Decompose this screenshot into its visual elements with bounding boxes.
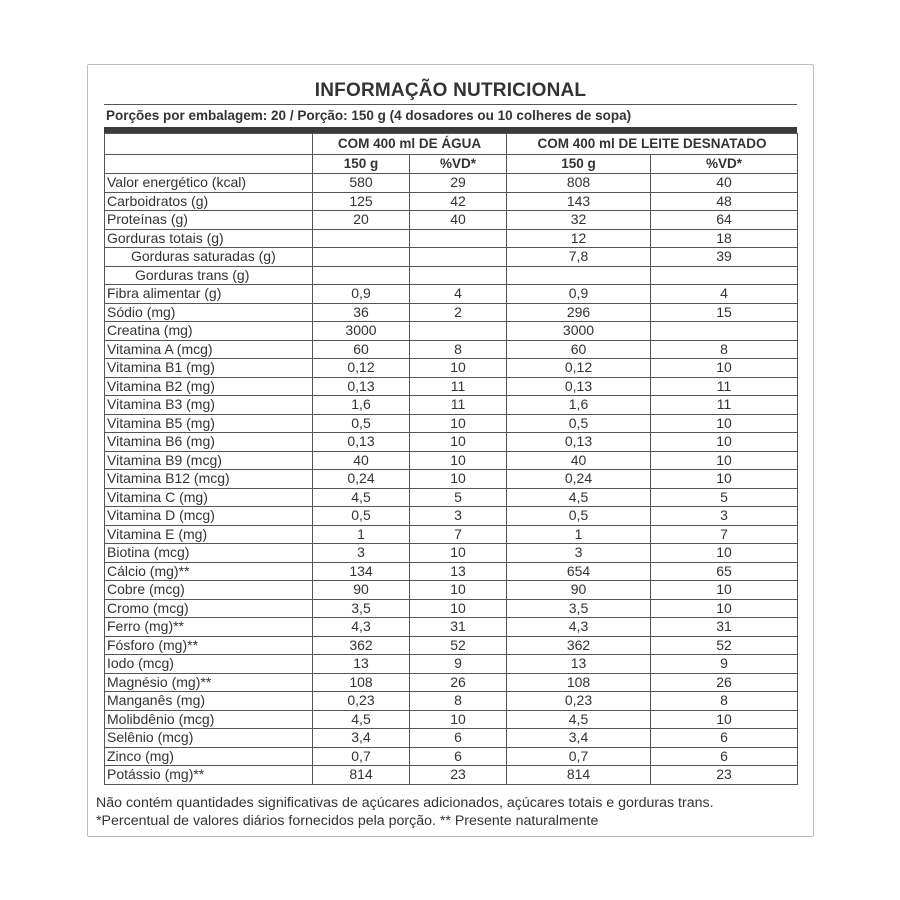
water-amount: 0,12	[313, 359, 410, 378]
milk-amount: 0,9	[507, 285, 651, 304]
milk-daily-value: 10	[651, 451, 798, 470]
water-amount: 3	[313, 544, 410, 563]
nutrient-row	[105, 470, 798, 489]
milk-amount: 143	[507, 192, 651, 211]
water-amount: 0,24	[313, 470, 410, 489]
water-amount: 134	[313, 562, 410, 581]
water-daily-value: 9	[410, 655, 507, 674]
water-amount: 20	[313, 211, 410, 230]
milk-daily-value: 9	[651, 655, 798, 674]
milk-amount: 3000	[507, 322, 651, 341]
milk-daily-value: 11	[651, 396, 798, 415]
milk-amount: 0,24	[507, 470, 651, 489]
water-amount: 580	[313, 174, 410, 193]
nutrient-name: Proteínas (g)	[105, 211, 313, 230]
header-empty-cell	[105, 134, 313, 155]
nutrient-name: Iodo (mcg)	[105, 655, 313, 674]
milk-amount: 4,3	[507, 618, 651, 637]
milk-daily-value: 7	[651, 525, 798, 544]
water-amount: 4,3	[313, 618, 410, 637]
water-daily-value	[410, 229, 507, 248]
milk-amount: 40	[507, 451, 651, 470]
milk-amount: 4,5	[507, 710, 651, 729]
nutrient-row	[105, 211, 798, 230]
water-daily-value: 5	[410, 488, 507, 507]
milk-daily-value: 10	[651, 544, 798, 563]
nutrient-row	[105, 729, 798, 748]
milk-amount: 12	[507, 229, 651, 248]
nutrient-name: Carboidratos (g)	[105, 192, 313, 211]
milk-daily-value: 10	[651, 599, 798, 618]
nutrient-name: Vitamina B2 (mg)	[105, 377, 313, 396]
nutrient-row	[105, 266, 798, 285]
water-amount: 0,7	[313, 747, 410, 766]
footnotes	[96, 794, 714, 830]
nutrient-row	[105, 396, 798, 415]
milk-daily-value: 11	[651, 377, 798, 396]
milk-amount: 3	[507, 544, 651, 563]
water-daily-value: 10	[410, 599, 507, 618]
nutrient-row	[105, 710, 798, 729]
nutrient-name: Selênio (mcg)	[105, 729, 313, 748]
milk-amount: 0,5	[507, 414, 651, 433]
milk-daily-value: 23	[651, 766, 798, 785]
water-amount: 125	[313, 192, 410, 211]
water-daily-value: 26	[410, 673, 507, 692]
milk-daily-value: 31	[651, 618, 798, 637]
milk-daily-value: 8	[651, 340, 798, 359]
milk-amount: 0,23	[507, 692, 651, 711]
milk-daily-value: 10	[651, 581, 798, 600]
milk-amount: 0,5	[507, 507, 651, 526]
milk-daily-value: 8	[651, 692, 798, 711]
milk-amount: 4,5	[507, 488, 651, 507]
water-daily-value	[410, 266, 507, 285]
water-daily-value: 29	[410, 174, 507, 193]
milk-daily-value: 48	[651, 192, 798, 211]
water-amount: 60	[313, 340, 410, 359]
milk-daily-value	[651, 266, 798, 285]
water-daily-value: 11	[410, 396, 507, 415]
nutrient-row	[105, 377, 798, 396]
water-amount: 814	[313, 766, 410, 785]
nutrient-name: Vitamina E (mg)	[105, 525, 313, 544]
milk-daily-value: 10	[651, 470, 798, 489]
nutrient-name: Cobre (mcg)	[105, 581, 313, 600]
water-amount: 13	[313, 655, 410, 674]
milk-amount: 0,12	[507, 359, 651, 378]
nutrient-name: Magnésio (mg)**	[105, 673, 313, 692]
nutrient-row	[105, 451, 798, 470]
milk-amount: 60	[507, 340, 651, 359]
water-daily-value: 10	[410, 359, 507, 378]
nutrient-row	[105, 433, 798, 452]
water-daily-value: 52	[410, 636, 507, 655]
nutrient-row	[105, 507, 798, 526]
water-daily-value: 23	[410, 766, 507, 785]
label-title: INFORMAÇÃO NUTRICIONAL	[314, 80, 587, 101]
nutrient-name: Biotina (mcg)	[105, 544, 313, 563]
water-daily-value	[410, 248, 507, 267]
footnote-no-sugar: Não contém quantidades significativas de açúcares adicionados, açúcares totais e gorduras trans.	[96, 795, 714, 811]
nutrient-name: Vitamina B3 (mg)	[105, 396, 313, 415]
nutrient-row	[105, 618, 798, 637]
nutrient-name: Vitamina B9 (mcg)	[105, 451, 313, 470]
nutrient-name: Fibra alimentar (g)	[105, 285, 313, 304]
nutrient-name: Vitamina B5 (mg)	[105, 414, 313, 433]
nutrient-row	[105, 359, 798, 378]
nutrient-row	[105, 488, 798, 507]
water-daily-value: 4	[410, 285, 507, 304]
water-daily-value: 7	[410, 525, 507, 544]
nutrient-row	[105, 581, 798, 600]
water-amount: 36	[313, 303, 410, 322]
milk-daily-value: 10	[651, 433, 798, 452]
milk-daily-value: 26	[651, 673, 798, 692]
milk-daily-value: 5	[651, 488, 798, 507]
water-amount	[313, 248, 410, 267]
milk-amount: 1,6	[507, 396, 651, 415]
water-amount: 4,5	[313, 710, 410, 729]
header-water-vd: %VD*	[410, 155, 507, 174]
milk-amount: 32	[507, 211, 651, 230]
water-daily-value: 10	[410, 470, 507, 489]
nutrient-row	[105, 525, 798, 544]
nutrient-name: Cálcio (mg)**	[105, 562, 313, 581]
nutrient-name: Molibdênio (mcg)	[105, 710, 313, 729]
milk-daily-value: 4	[651, 285, 798, 304]
nutrient-name: Vitamina B12 (mcg)	[105, 470, 313, 489]
water-daily-value: 31	[410, 618, 507, 637]
nutrient-row	[105, 303, 798, 322]
milk-amount: 654	[507, 562, 651, 581]
milk-amount: 0,13	[507, 433, 651, 452]
milk-amount: 814	[507, 766, 651, 785]
water-amount: 362	[313, 636, 410, 655]
water-daily-value: 3	[410, 507, 507, 526]
nutrient-name: Cromo (mcg)	[105, 599, 313, 618]
water-amount	[313, 229, 410, 248]
milk-daily-value: 52	[651, 636, 798, 655]
milk-amount: 7,8	[507, 248, 651, 267]
milk-amount: 90	[507, 581, 651, 600]
milk-amount: 3,5	[507, 599, 651, 618]
nutrient-name: Vitamina D (mcg)	[105, 507, 313, 526]
nutrient-name: Sódio (mg)	[105, 303, 313, 322]
header-milk: COM 400 ml DE LEITE DESNATADO	[507, 134, 798, 155]
nutrient-name: Creatina (mg)	[105, 322, 313, 341]
header-row-conditions	[105, 134, 798, 155]
nutrient-name: Gorduras totais (g)	[105, 229, 313, 248]
nutrient-name: Vitamina B1 (mg)	[105, 359, 313, 378]
water-amount: 0,9	[313, 285, 410, 304]
water-amount: 90	[313, 581, 410, 600]
water-amount: 1	[313, 525, 410, 544]
water-amount: 4,5	[313, 488, 410, 507]
nutrient-name: Zinco (mg)	[105, 747, 313, 766]
nutrient-row	[105, 747, 798, 766]
water-amount: 0,5	[313, 507, 410, 526]
nutrient-name: Gorduras trans (g)	[105, 266, 313, 285]
nutrient-name: Potássio (mg)**	[105, 766, 313, 785]
nutrient-row	[105, 562, 798, 581]
nutrient-name: Vitamina A (mcg)	[105, 340, 313, 359]
header-empty-cell	[105, 155, 313, 174]
nutrient-row	[105, 692, 798, 711]
milk-daily-value: 15	[651, 303, 798, 322]
water-daily-value: 6	[410, 747, 507, 766]
water-amount: 1,6	[313, 396, 410, 415]
nutrient-row	[105, 192, 798, 211]
water-daily-value: 11	[410, 377, 507, 396]
milk-amount: 362	[507, 636, 651, 655]
milk-amount	[507, 266, 651, 285]
header-milk-vd: %VD*	[651, 155, 798, 174]
milk-daily-value: 6	[651, 747, 798, 766]
milk-daily-value	[651, 322, 798, 341]
milk-daily-value: 39	[651, 248, 798, 267]
water-amount: 108	[313, 673, 410, 692]
water-amount: 3,4	[313, 729, 410, 748]
water-daily-value: 10	[410, 710, 507, 729]
nutrient-row	[105, 340, 798, 359]
nutrient-row	[105, 414, 798, 433]
nutrition-facts-label	[104, 77, 797, 785]
milk-amount: 0,13	[507, 377, 651, 396]
nutrient-name: Valor energético (kcal)	[105, 174, 313, 193]
water-daily-value: 10	[410, 433, 507, 452]
nutrient-name: Fósforo (mg)**	[105, 636, 313, 655]
milk-amount: 13	[507, 655, 651, 674]
nutrient-name: Manganês (mg)	[105, 692, 313, 711]
water-daily-value: 8	[410, 340, 507, 359]
milk-daily-value: 10	[651, 359, 798, 378]
nutrient-row	[105, 174, 798, 193]
milk-daily-value: 10	[651, 710, 798, 729]
water-amount: 0,13	[313, 433, 410, 452]
header-water: COM 400 ml DE ÁGUA	[313, 134, 507, 155]
milk-amount: 296	[507, 303, 651, 322]
nutrient-name: Gorduras saturadas (g)	[105, 248, 313, 267]
milk-daily-value: 10	[651, 414, 798, 433]
nutrient-name: Ferro (mg)**	[105, 618, 313, 637]
nutrient-row	[105, 229, 798, 248]
water-daily-value: 10	[410, 581, 507, 600]
water-amount: 40	[313, 451, 410, 470]
milk-daily-value: 65	[651, 562, 798, 581]
nutrient-row	[105, 285, 798, 304]
water-daily-value: 8	[410, 692, 507, 711]
nutrient-row	[105, 766, 798, 785]
water-daily-value: 2	[410, 303, 507, 322]
nutrient-row	[105, 544, 798, 563]
nutrient-row	[105, 322, 798, 341]
footnote-daily-values: *Percentual de valores diários fornecidos pela porção. ** Presente naturalmente	[96, 813, 599, 829]
header-row-units	[105, 155, 798, 174]
water-amount: 0,23	[313, 692, 410, 711]
water-daily-value: 42	[410, 192, 507, 211]
water-amount: 0,13	[313, 377, 410, 396]
milk-daily-value: 18	[651, 229, 798, 248]
milk-daily-value: 6	[651, 729, 798, 748]
water-amount: 0,5	[313, 414, 410, 433]
nutrient-row	[105, 673, 798, 692]
water-daily-value: 10	[410, 544, 507, 563]
milk-amount: 1	[507, 525, 651, 544]
nutrient-row	[105, 636, 798, 655]
milk-amount: 808	[507, 174, 651, 193]
nutrient-row	[105, 655, 798, 674]
water-daily-value: 10	[410, 451, 507, 470]
milk-daily-value: 40	[651, 174, 798, 193]
water-amount: 3,5	[313, 599, 410, 618]
water-daily-value: 10	[410, 414, 507, 433]
water-amount: 3000	[313, 322, 410, 341]
nutrient-name: Vitamina B6 (mg)	[105, 433, 313, 452]
header-water-grams: 150 g	[313, 155, 410, 174]
water-daily-value: 13	[410, 562, 507, 581]
milk-daily-value: 3	[651, 507, 798, 526]
milk-amount: 108	[507, 673, 651, 692]
milk-daily-value: 64	[651, 211, 798, 230]
portion-info: Porções por embalagem: 20 / Porção: 150 g (4 dosadores ou 10 colheres de sopa)	[104, 104, 797, 127]
water-daily-value	[410, 322, 507, 341]
nutrition-table	[104, 133, 798, 785]
milk-amount: 0,7	[507, 747, 651, 766]
water-daily-value: 6	[410, 729, 507, 748]
water-daily-value: 40	[410, 211, 507, 230]
header-milk-grams: 150 g	[507, 155, 651, 174]
nutrient-name: Vitamina C (mg)	[105, 488, 313, 507]
nutrient-row	[105, 599, 798, 618]
nutrient-row	[105, 248, 798, 267]
milk-amount: 3,4	[507, 729, 651, 748]
water-amount	[313, 266, 410, 285]
